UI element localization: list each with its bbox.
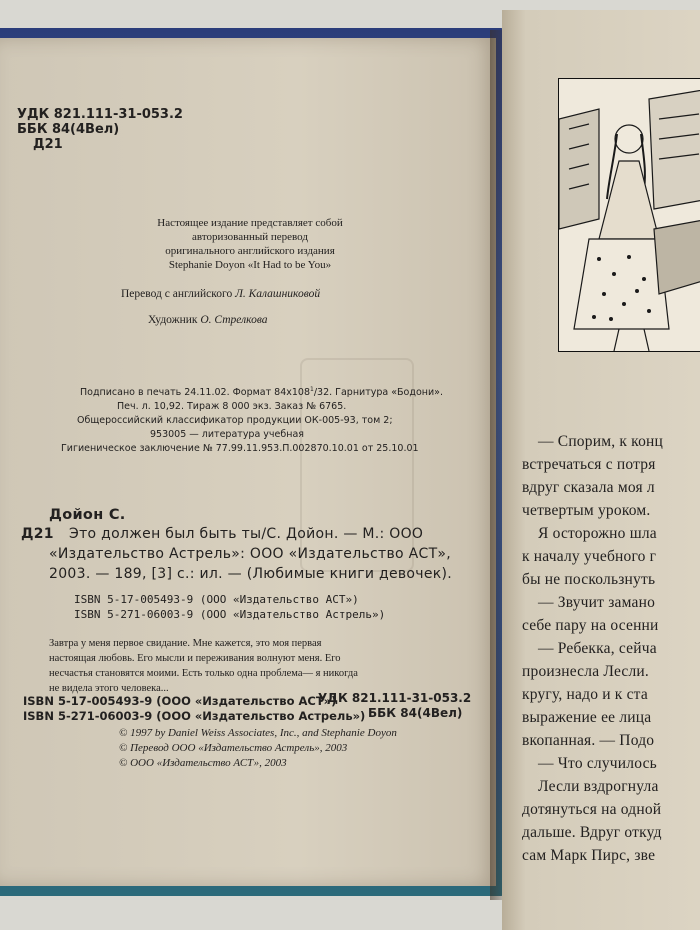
- story-line: себе пару на осенни: [522, 617, 659, 634]
- illustration-drawing: [559, 79, 700, 351]
- isbn-footer-line: ISBN 5-271-06003-9 (ООО «Издательство Астрель»): [23, 709, 366, 723]
- edition-note-line: авторизованный перевод: [192, 231, 308, 243]
- artist-name: О. Стрелкова: [200, 314, 268, 326]
- annotation-line: несчастья становятся моими. Есть только одна проблема— я никогда: [49, 668, 358, 679]
- story-line: — Что случилось: [538, 755, 657, 772]
- edition-note: [100, 218, 400, 274]
- bbk-code: ББК 84(4Вел): [17, 122, 120, 137]
- catalog-line: «Издательство Астрель»: ООО «Издательство АСТ»,: [49, 546, 452, 562]
- story-line: вкопанная. — Подо: [522, 732, 655, 749]
- artist-prefix: Художник: [148, 314, 201, 326]
- story-line: выражение ее лица: [522, 709, 652, 726]
- annotation-line: настоящая любовь. Его мысли и переживания волнуют меня. Его: [49, 653, 341, 664]
- catalog-author: Дойон С.: [49, 507, 126, 523]
- right-page: [502, 10, 700, 930]
- catalog-code: Д21: [21, 526, 54, 542]
- story-line: произнесла Лесли.: [522, 663, 649, 680]
- catalog-bbk: ББК 84(4Вел): [368, 706, 463, 720]
- catalog-line: Это должен был быть ты/С. Дойон. — М.: ООО: [69, 526, 424, 542]
- story-line: — Звучит замано: [538, 594, 656, 611]
- annotation-line: не видела этого человека...: [49, 683, 169, 694]
- annotation-line: Завтра у меня первое свидание. Мне кажется, это моя первая: [49, 638, 322, 649]
- catalog-line: 2003. — 189, [3] с.: ил. — (Любимые книги девочек).: [49, 566, 453, 582]
- story-line: — Спорим, к конц: [538, 433, 664, 450]
- story-line: к началу учебного г: [522, 548, 657, 565]
- story-line: дотянуться на одной: [522, 801, 662, 818]
- story-line: встречаться с потря: [522, 456, 656, 473]
- print-info-line: 953005 — литература учебная: [150, 429, 304, 440]
- story-line: бы не поскользнуть: [522, 571, 656, 588]
- story-line: дальше. Вдруг откуд: [522, 824, 662, 841]
- copyright-line: © Перевод ООО «Издательство Астрель», 2003: [119, 742, 348, 754]
- copyright-line: © ООО «Издательство АСТ», 2003: [119, 757, 287, 769]
- left-page: [0, 38, 496, 886]
- print-info-line: Подписано в печать 24.11.02. Формат $84х108^1/32$. Гарнитура «Бодони».: [80, 386, 443, 399]
- edition-note-line: Настоящее издание представляет собой: [157, 217, 343, 229]
- isbn-footer-line: ISBN 5-17-005493-9 (ООО «Издательство АСТ»): [23, 694, 337, 708]
- story-line: кругу, надо и к ста: [522, 686, 648, 703]
- udk-code: УДК 821.111-31-053.2: [17, 107, 183, 122]
- catalog-udk: УДК 821.111-31-053.2: [318, 691, 472, 705]
- print-info-line: Печ. л. 10,92. Тираж 8 000 экз. Заказ № 6765.: [117, 401, 347, 412]
- author-code: Д21: [33, 137, 63, 152]
- story-line: Я осторожно шла: [538, 525, 657, 542]
- story-line: вдруг сказала моя л: [522, 479, 655, 496]
- edition-note-line: оригинального английского издания: [165, 245, 335, 257]
- story-line: сам Марк Пирс, зве: [522, 847, 656, 864]
- print-info-line: Гигиеническое заключение № 77.99.11.953.П.002870.10.01 от 25.10.01: [61, 443, 419, 454]
- translator-name: Л. Калашниковой: [235, 288, 321, 300]
- catalog-isbn: ISBN 5-17-005493-9 (ООО «Издательство АСТ»): [74, 593, 359, 606]
- edition-note-line: Stephanie Doyon «It Had to be You»: [168, 259, 332, 271]
- story-line: четвертым уроком.: [522, 502, 651, 519]
- copyright-line: © 1997 by Daniel Weiss Associates, Inc., and Stephanie Doyon: [119, 727, 397, 739]
- print-info-superscript: 1: [310, 386, 314, 393]
- translator-prefix: Перевод с английского: [121, 288, 236, 300]
- print-info-line: Общероссийский классификатор продукции ОК-005-93, том 2;: [77, 415, 393, 426]
- story-line: Лесли вздрогнула: [538, 778, 659, 795]
- illustration: [558, 78, 700, 352]
- translator-line: [121, 289, 320, 301]
- artist-line: [148, 315, 268, 327]
- story-line: — Ребекка, сейча: [538, 640, 657, 657]
- catalog-isbn: ISBN 5-271-06003-9 (ООО «Издательство Астрель»): [74, 608, 386, 621]
